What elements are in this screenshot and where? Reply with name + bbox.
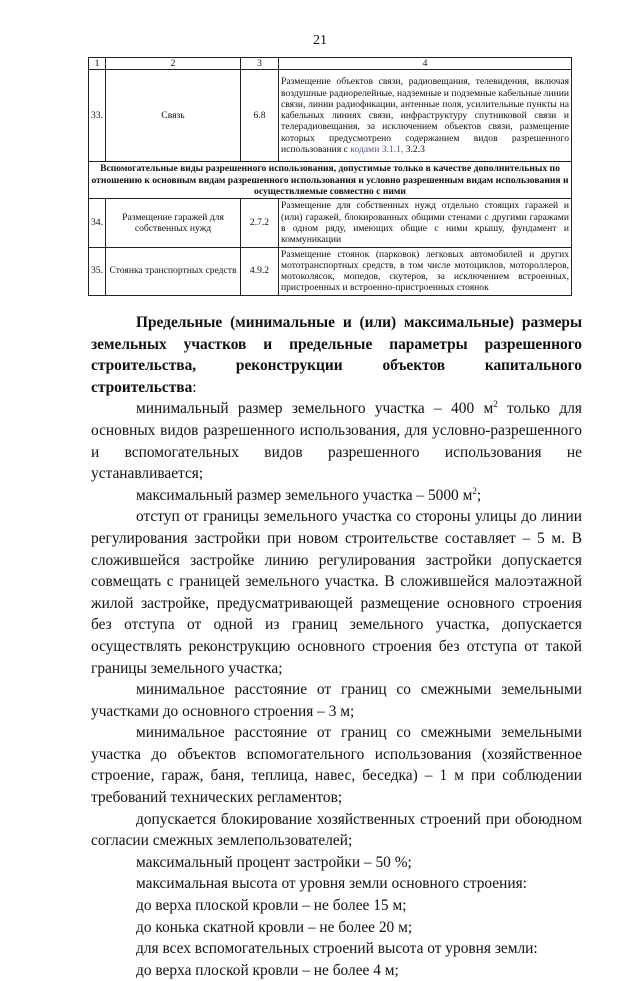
section-header: Вспомогательные виды разрешенного использования, допустимые только в качестве дополнительных по отношению к основным видам разрешенного использования и условно разрешенным видам использования и осуществляемые совместно с ними [89,162,572,199]
superscript: 2 [472,485,477,496]
paragraph-aux-building-distance: минимальное расстояние от границ со смежными земельными участка до объектов вспомогательного использования (хозяйственное строение, гараж, баня, теплица, навес, беседка) – 1 м при соблюдении требований технических регламентов; [91,724,582,807]
paragraph-coverage: максимальный процент застройки – 50 %; [136,853,412,871]
description-text: Размещение объектов связи, радиовещания, телевидения, включая воздушные радиорелейные, надземные и подземные кабельные линии связи, линии радиофикации, антенные поля, усилительные пункты на кабельных линиях связи, инфраструктуру спутниковой связи и телерадиовещания, за исключением объектов связи, размещение которых предусмотрено содержанием видов разрешенного использования с [281,76,569,156]
text-run: максимальный размер земельного участка – 5000 м [136,486,473,504]
table-row [89,247,572,295]
description-text: 3.2.3 [405,144,425,156]
table-header-row [89,58,572,70]
document-body [91,312,582,981]
use-type-description [279,70,572,162]
use-type-code: 2.7.2 [241,199,279,247]
column-header: 1 [89,58,106,70]
heading-text: Предельные (минимальные и (или) максимальные) размеры земельных участков и предельные параметры разрешенного строительства, реконструкции объектов капитального строительства [91,314,582,396]
paragraph-main-building-distance: минимальное расстояние от границ со смежными земельными участками до основного строения – 3 м; [91,681,582,720]
paragraph-pitched-roof: до конька скатной кровли – не более 20 м; [136,918,413,936]
use-type-description: Размещение стоянок (парковок) легковых автомобилей и других мототранспортных средств, в том числе мотоциклов, мотороллеров, мотоколясок, мопедов, скутеров, за исключением встроенных, пристроенных и встроенно-пристроенных стоянок [279,247,572,295]
paragraph-flat-roof: до верха плоской кровли – не более 15 м; [136,897,407,915]
use-type-name: Стоянка транспортных средств [106,247,241,295]
column-header: 4 [279,58,572,70]
text-run: ; [476,486,482,504]
row-number: 35. [89,247,106,295]
use-type-description: Размещение для собственных нужд отдельно стоящих гаражей и (или) гаражей, блокированных общими стенами с другими гаражами в одном ряду, имеющих общие с ними крышу, фундамент и коммуникации [279,199,572,247]
paragraph-aux-height: для всех вспомогательных строений высота от уровня земли: [136,940,538,958]
use-type-code: 4.9.2 [241,247,279,295]
table-row [89,70,572,162]
text-run: только для основных видов разрешенного использования, для условно-разрешенного и вспомогательных видов разрешенного использования не устанавливается; [91,400,583,483]
row-number: 33. [89,70,106,162]
paragraph-blocking: допускается блокирование хозяйственных строений при обоюдном согласии смежных землепользователей; [91,810,582,850]
heading-colon: : [192,378,197,396]
paragraph-aux-flat-roof: до верха плоской кровли – не более 4 м; [136,961,399,979]
page-number: 21 [313,33,327,48]
code-link[interactable]: кодами 3.1.1, [350,144,404,156]
paragraph-min-area [91,398,582,484]
paragraph-max-height: максимальная высота от уровня земли основного строения: [136,875,527,893]
use-type-name: Связь [106,70,241,162]
paragraph-max-area [91,485,582,507]
row-number: 34. [89,199,106,247]
column-header: 2 [106,58,241,70]
text-run: минимальный размер земельного участка – 400 м [136,400,494,418]
table-row [89,199,572,247]
paragraph-street-setback: отступ от границы земельного участка со стороны улицы до линии регулирования застройки при новом строительстве составляет – 5 м. В сложившейся застройке линию регулирования застройки допускается совмещать с границей земельного участка. В сложившейся малоэтажной жилой застройке, предусматривающей размещение основного строения без отступа от одной из границ земельного участка, допускается осуществлять реконструкцию основного строения без отступа от такой границы земельного участка; [91,508,582,677]
use-type-name: Размещение гаражей для собственных нужд [106,199,241,247]
superscript: 2 [493,399,498,410]
section-heading [91,312,582,398]
use-type-code: 6.8 [241,70,279,162]
column-header: 3 [241,58,279,70]
permitted-use-table [88,57,572,296]
section-header-row [89,162,572,199]
